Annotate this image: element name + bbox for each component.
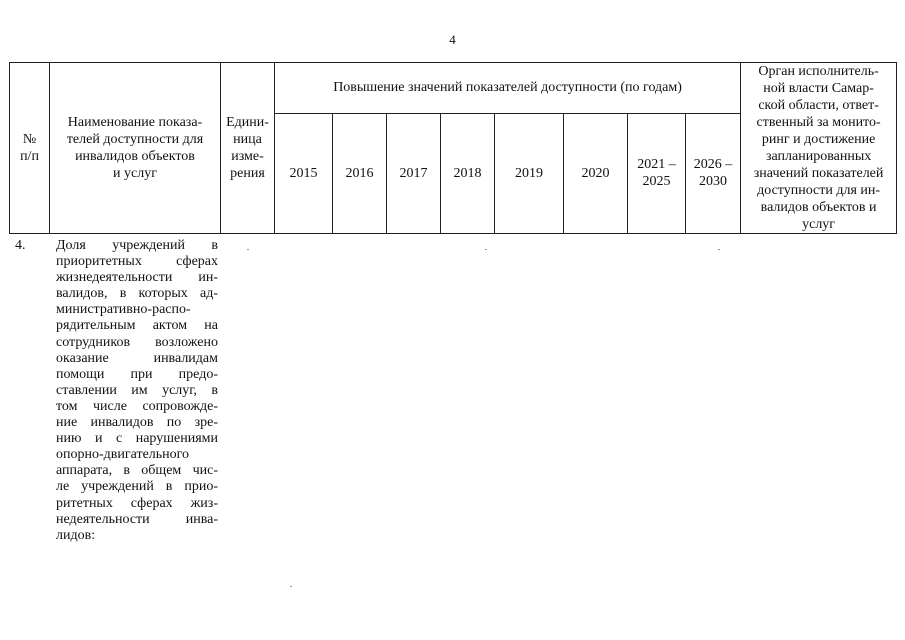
- text-line: том числе сопровожде-: [56, 398, 218, 414]
- text-line: ле учреждений в прио-: [56, 479, 218, 495]
- text-line: приоритетных сферах: [56, 254, 218, 270]
- year-2019: 2019: [495, 113, 564, 233]
- year-2018: 2018: [441, 113, 495, 233]
- page-number: 4: [449, 32, 456, 47]
- year-2021-2025: 2021 – 2025: [628, 113, 686, 233]
- year-2017: 2017: [387, 113, 441, 233]
- year-2026-2030: 2026 – 2030: [686, 113, 741, 233]
- header-indicator-name: Наименование показа- телей доступности для инвалидов объектов и услуг: [50, 63, 221, 234]
- scan-speck: [718, 249, 720, 250]
- text-line: оказание инвалидам: [56, 350, 218, 366]
- header-responsible-body: Орган исполнитель- ной власти Самар- ской области, ответ- ственный за монито- ринг и достижение запланированных значений показателей доступности для ин- валидов объектов и услуг: [741, 63, 897, 234]
- year-2020: 2020: [564, 113, 628, 233]
- text-line: аппарата, в общем чис-: [56, 463, 218, 479]
- text-line: министративно-распо-: [56, 302, 191, 318]
- scan-speck: [485, 249, 487, 250]
- year-2015: 2015: [275, 113, 333, 233]
- header-unit: Едини- ница изме- рения: [221, 63, 275, 234]
- header-years-group: Повышение значений показателей доступности (по годам): [275, 63, 741, 114]
- text-line: помощи при предо-: [56, 366, 218, 382]
- text-line: валидов, в которых ад-: [56, 286, 218, 302]
- text-line: опорно-двигательного: [56, 447, 190, 463]
- text-line: сотрудников возложено: [56, 334, 218, 350]
- header-number: № п/п: [10, 63, 50, 234]
- row-indicator-text: [56, 238, 218, 544]
- row-number: 4.: [15, 238, 26, 253]
- indicators-table: [9, 62, 897, 234]
- text-line: ритетных сферах жиз-: [56, 495, 218, 511]
- year-2016: 2016: [333, 113, 387, 233]
- text-line: Доля учреждений в: [56, 238, 218, 253]
- scan-speck: [247, 249, 249, 250]
- text-line: ставлении им услуг, в: [56, 382, 218, 398]
- text-line: жизнедеятельности ин-: [56, 270, 218, 286]
- text-line: нию и с нарушениями: [56, 431, 218, 447]
- text-line: ние инвалидов по зре-: [56, 415, 218, 431]
- text-line: лидов:: [56, 527, 96, 543]
- text-line: недеятельности инва-: [56, 511, 218, 527]
- text-line: рядительным актом на: [56, 318, 218, 334]
- scan-speck: [290, 586, 292, 587]
